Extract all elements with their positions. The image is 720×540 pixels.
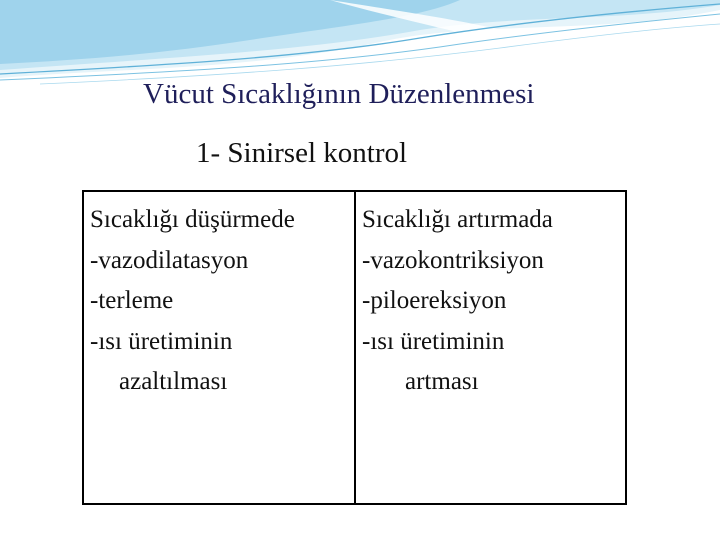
table-column-decrease xyxy=(84,192,356,503)
column-content xyxy=(90,200,295,403)
column-heading: Sıcaklığı artırmada xyxy=(362,206,553,233)
column-heading: Sıcaklığı düşürmede xyxy=(90,206,295,233)
list-item: -piloereksiyon xyxy=(362,287,507,314)
list-item-continuation: artması xyxy=(405,368,479,395)
list-item: -vazokontriksiyon xyxy=(362,246,544,274)
list-item: -terleme xyxy=(90,287,174,314)
column-content xyxy=(362,200,553,403)
list-item: -ısı üretiminin xyxy=(362,327,505,355)
list-item: -ısı üretiminin xyxy=(90,327,233,355)
comparison-table xyxy=(82,190,627,505)
table-column-increase xyxy=(356,192,625,503)
slide-title: Vücut Sıcaklığının Düzenlenmesi xyxy=(143,78,535,110)
list-item: -vazodilatasyon xyxy=(90,246,249,274)
list-item-continuation: azaltılması xyxy=(119,368,228,395)
slide-subtitle: 1- Sinirsel kontrol xyxy=(196,137,408,169)
